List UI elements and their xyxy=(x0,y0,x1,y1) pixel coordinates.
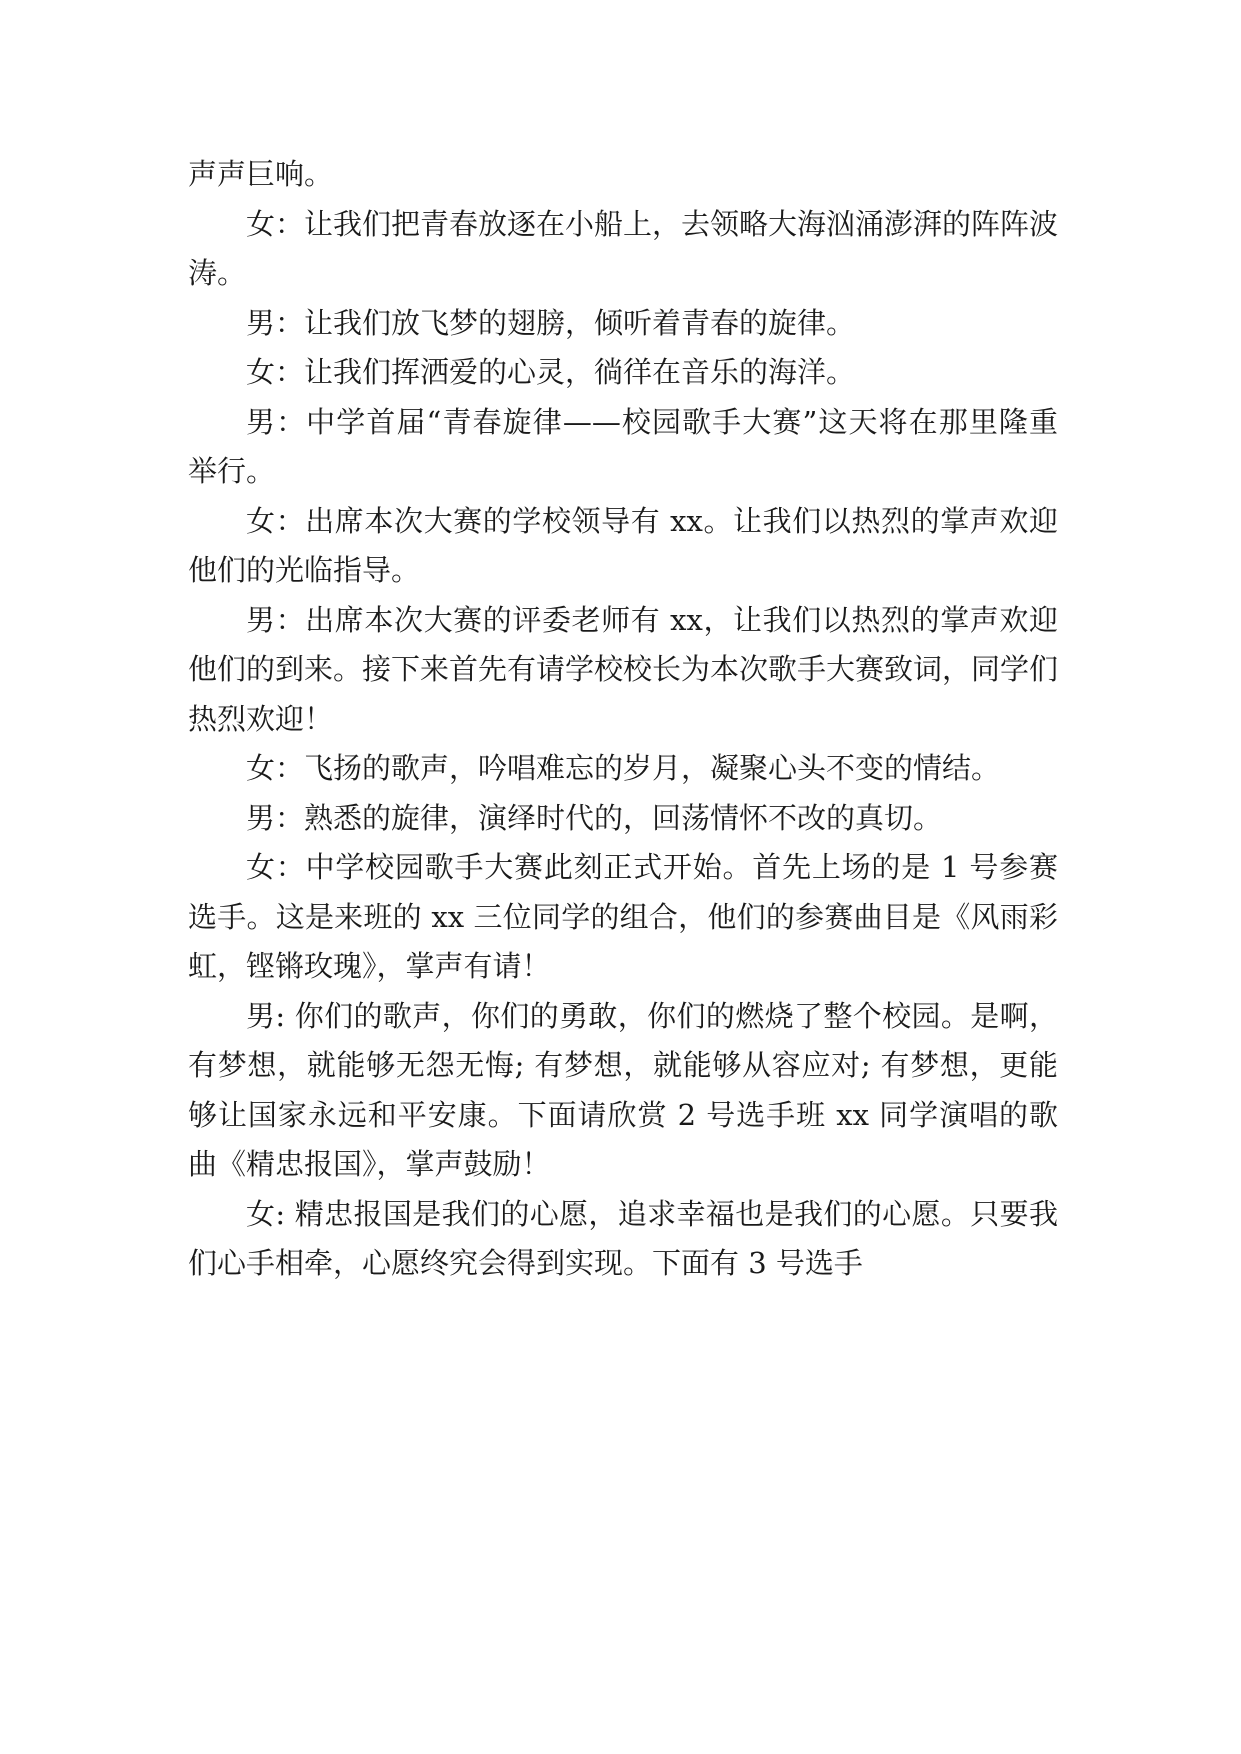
paragraph-male-3: 男：出席本次大赛的评委老师有 xx，让我们以热烈的掌声欢迎他们的到来。接下来首先有请学校校长为本次歌手大赛致词，同学们热烈欢迎！ xyxy=(188,602,1059,736)
document-page xyxy=(188,150,1058,1289)
paragraph-male-1: 男：让我们放飞梦的翅膀，倾听着青春的旋律。 xyxy=(246,305,856,340)
paragraph-female-6: 女: 精忠报国是我们的心愿，追求幸福也是我们的心愿。只要我们心手相牵，心愿终究会得到实现。下面有 3 号选手 xyxy=(188,1196,1058,1280)
paragraph-male-2: 男：中学首届“青春旋律——校园歌手大赛”这天将在那里隆重举行。 xyxy=(188,404,1058,488)
paragraph-male-4: 男：熟悉的旋律，演绎时代的，回荡情怀不改的真切。 xyxy=(246,800,943,835)
paragraph-female-4: 女：飞扬的歌声，吟唱难忘的岁月，凝聚心头不变的情结。 xyxy=(246,751,1001,785)
paragraph-female-2: 女：让我们挥洒爱的心灵，徜徉在音乐的海洋。 xyxy=(246,355,856,389)
paragraph-female-5: 女：中学校园歌手大赛此刻正式开始。首先上场的是 1 号参赛选手。这是来班的 xx 三位同学的组合，他们的参赛曲目是《风雨彩虹，铿锵玫瑰》，掌声有请！ xyxy=(188,850,1058,983)
paragraph-female-3: 女：出席本次大赛的学校领导有 xx。让我们以热烈的掌声欢迎他们的光临指导。 xyxy=(188,503,1058,587)
paragraph-continuation: 声声巨响。 xyxy=(188,157,334,191)
paragraph-female-1: 女：让我们把青春放逐在小船上，去领略大海汹涌澎湃的阵阵波涛。 xyxy=(188,206,1059,290)
paragraph-male-5: 男: 你们的歌声，你们的勇敢，你们的燃烧了整个校园。是啊，有梦想，就能够无怨无悔; 有梦想，就能够从容应对; 有梦想，更能够让国家永远和平安康。下面请欣赏 2 号选手班 xx 同学演唱的歌曲《精忠报国》，掌声鼓励！ xyxy=(188,998,1058,1181)
